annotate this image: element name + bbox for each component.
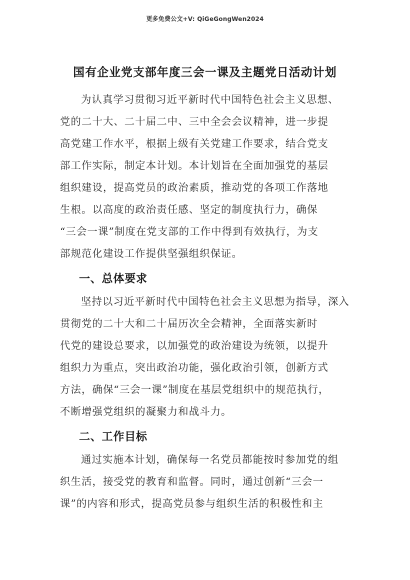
section1-line: 坚持以习近平新时代中国特色社会主义思想为指导，深入	[81, 297, 350, 308]
intro-line: 党的二十大、二十届二中、三中全会会议精神，进一步提	[60, 117, 329, 128]
intro-line: 组织建设，提高党员的政治素质，推动党的各项工作落地	[60, 183, 329, 194]
intro-line: 高党建工作水平，根据上级有关党建工作要求，结合党支	[60, 139, 329, 150]
section1-line: 组织力为重点，突出政治功能，强化政治引领，创新方式	[60, 363, 329, 374]
section1-line: 代党的建设总要求，以加强党的政治建设为统领，以提升	[60, 341, 329, 352]
section1-line: 不断增强党组织的凝聚力和战斗力。	[60, 407, 232, 418]
document-body	[60, 90, 354, 516]
section2-line: 通过实施本计划，确保每一名党员都能按时参加党的组	[81, 455, 339, 466]
intro-line: “三会一课”制度在党支部的工作中得到有效执行，为支	[60, 227, 319, 238]
section2-line: 课”的内容和形式，提高党员参与组织生活的积极性和主	[60, 499, 324, 510]
section-heading-work-goals: 二、工作目标	[79, 430, 148, 443]
intro-line: 生根。以高度的政治责任感、坚定的制度执行力，确保	[60, 205, 318, 216]
section1-line: 贯彻党的二十大和二十届历次全会精神，全面落实新时	[60, 319, 318, 330]
document-title: 国有企业党支部年度三会一课及主题党日活动计划	[73, 65, 337, 79]
intro-line: 部规范化建设工作提供坚强组织保证。	[60, 249, 243, 260]
header-note: 更多免费公文+V: QiGeGongWen2024	[146, 16, 264, 23]
section2-line: 织生活，接受党的教育和监督。同时，通过创新“三会一	[60, 477, 324, 488]
section1-line: 方法，确保“三会一课”制度在基层党组织中的规范执行，	[60, 385, 330, 396]
intro-line: 为认真学习贯彻习近平新时代中国特色社会主义思想、	[81, 95, 339, 106]
section-heading-general-requirements: 一、总体要求	[79, 272, 148, 285]
intro-line: 部工作实际，制定本计划。本计划旨在全面加强党的基层	[60, 161, 329, 172]
